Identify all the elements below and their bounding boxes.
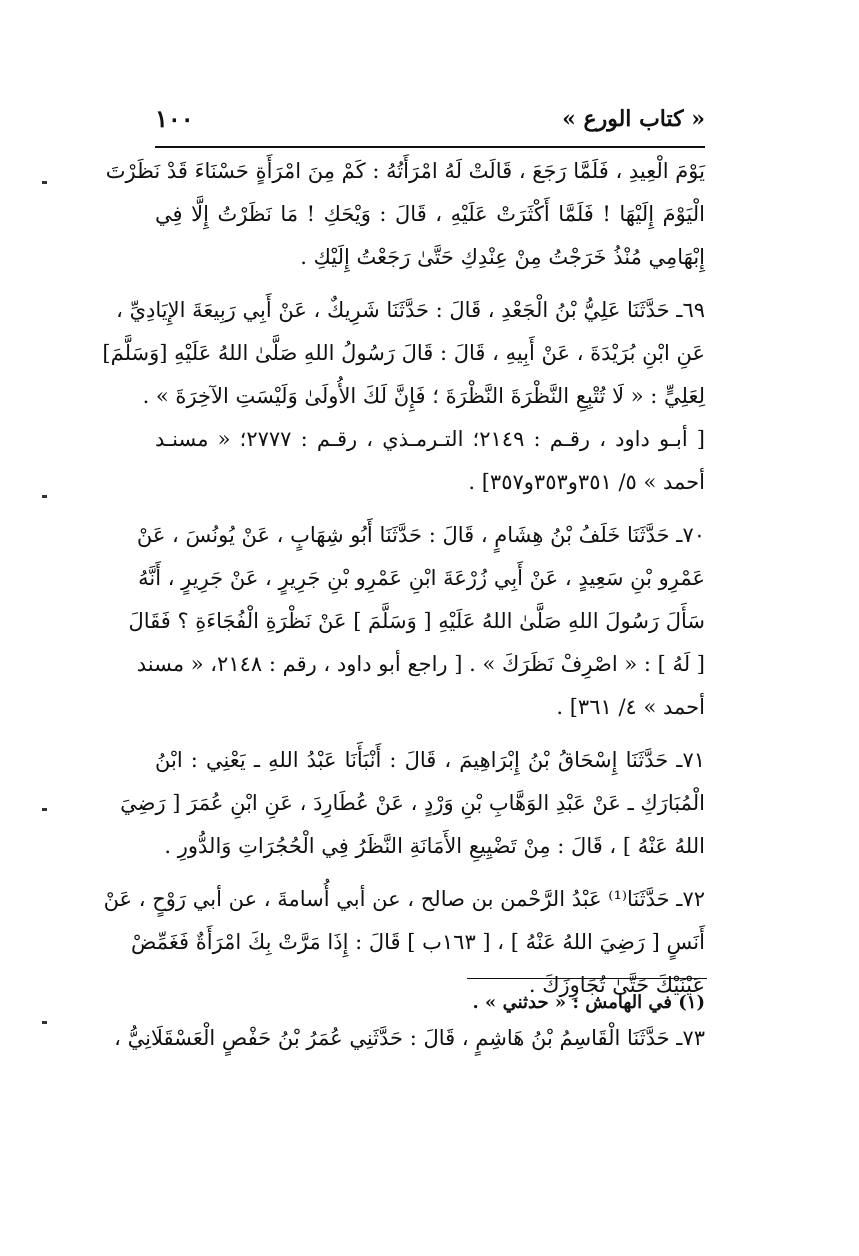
text-line: لِعَلِيٍّ : « لَا تُتْبِعِ النَّظْرَةَ النَّظْرَةَ ؛ فَإِنَّ لَكَ الأُولَىٰ وَلَيْسَتِ الآخِرَةَ » . bbox=[142, 384, 705, 408]
margin-mark bbox=[42, 1021, 47, 1024]
margin-mark bbox=[42, 808, 47, 811]
margin-mark bbox=[42, 181, 47, 184]
header-rule bbox=[155, 146, 705, 148]
text-line: اللهُ عَنْهُ ] ، قَالَ : مِنْ تَضْيِيعِ الأَمَانَةِ النَّظَرُ فِي الْحُجُرَاتِ وَالدُّورِ . bbox=[164, 834, 705, 858]
page-number: ١٠٠ bbox=[155, 104, 194, 133]
text-line: الْمُبَارَكِ ـ عَنْ عَبْدِ الوَهَّابِ بْنِ وَرْدٍ ، عَنْ عُطَارِدَ ، عَنِ ابْنِ عُمَرَ [ رَضِيَ bbox=[120, 791, 705, 815]
text-line: ٦٩ـ حَدَّثَنَا عَلِيُّ بْنُ الْجَعْدِ ، قَالَ : حَدَّثَنَا شَرِيكٌ ، عَنْ أَبِي رَبِيعَةَ الإِيَادِيِّ ، bbox=[116, 298, 705, 322]
text-line: [ أبـو داود ، رقـم : ٢١٤٩؛ التـرمـذي ، رقـم : ٢٧٧٧؛ « مسنـد bbox=[155, 427, 705, 451]
text-line: عَيْنَيْكَ حَتَّىٰ تُجَاوِزَكَ . bbox=[528, 973, 705, 997]
margin-mark bbox=[42, 495, 47, 498]
text-line: أحمد » ٤/ ٣٦١] . bbox=[556, 695, 705, 719]
text-line: أَنَسٍ [ رَضِيَ اللهُ عَنْهُ ] ، [ ١٦٣ب ] قَالَ : إِذَا مَرَّتْ بِكَ امْرَأَةٌ فَغَمِّضْ bbox=[131, 930, 705, 954]
text-line: ٧٠ـ حَدَّثَنَا خَلَفُ بْنُ هِشَامٍ ، قَالَ : حَدَّثَنَا أَبُو شِهَابٍ ، عَنْ يُونُسَ ، عَنْ bbox=[136, 523, 705, 547]
text-line: أحمد » ٥/ ٣٥١و٣٥٣و٣٥٧] . bbox=[468, 470, 705, 494]
page-header bbox=[155, 100, 705, 140]
text-line: الْيَوْمَ إِلَيْهَا ! فَلَمَّا أَكْثَرَتْ عَلَيْهِ ، قَالَ : وَيْحَكِ ! مَا نَظَرْتُ إِلَّا فِي bbox=[155, 202, 705, 226]
book-title: « كتاب الورع » bbox=[562, 106, 705, 132]
text-line: يَوْمَ الْعِيدِ ، فَلَمَّا رَجَعَ ، قَالَتْ لَهُ امْرَأَتُهُ : كَمْ مِنَ امْرَأَةٍ حَسْنَاءَ قَدْ نَظَرْتَ bbox=[105, 159, 705, 183]
text-line: عَمْرِو بْنِ سَعِيدٍ ، عَنْ أَبِي زُرْعَةَ ابْنِ عَمْرِو بْنِ جَرِيرٍ ، عَنْ جَرِيرٍ ، أَنَّهُ bbox=[138, 566, 705, 590]
footnote-rule bbox=[467, 978, 707, 979]
text-line: ٧١ـ حَدَّثَنَا إِسْحَاقُ بْنُ إِبْرَاهِيمَ ، قَالَ : أَنْبَأَنَا عَبْدُ اللهِ ـ يَعْنِي : ابْنُ bbox=[155, 748, 705, 772]
text-line: ٧٣ـ حَدَّثَنَا الْقَاسِمُ بْنُ هَاشِمٍ ، قَالَ : حَدَّثَنِي عُمَرُ بْنُ حَفْصٍ الْعَسْقَلَانِيُّ ، bbox=[114, 1026, 705, 1050]
text-line: [ لَهُ ] : « اصْرِفْ نَظَرَكَ » . [ راجع أبو داود ، رقم : ٢١٤٨، « مسند bbox=[136, 652, 705, 676]
text-line: سَأَلَ رَسُولَ اللهِ صَلَّىٰ اللهُ عَلَيْهِ [ وَسَلَّمَ ] عَنْ نَظْرَةِ الْفُجَاءَةِ ؟ فَقَالَ bbox=[128, 609, 705, 633]
text-line: عَنِ ابْنِ بُرَيْدَةَ ، عَنْ أَبِيهِ ، قَالَ : قَالَ رَسُولُ اللهِ صَلَّىٰ اللهُ عَلَيْهِ [وَسَلَّمَ] bbox=[102, 341, 705, 365]
text-line: إِبْهَامِي مُنْذُ خَرَجْتُ مِنْ عِنْدِكِ حَتَّىٰ رَجَعْتُ إِلَيْكِ . bbox=[300, 245, 705, 269]
text-line: ٧٢ـ حَدَّثَنَا⁽¹⁾ عَبْدُ الرَّحْمن بن صالح ، عن أبي أُسامةَ ، عن أبي رَوْحٍ ، عَنْ bbox=[103, 887, 705, 911]
footnote: (١) في الهامش : « حدثني » . bbox=[472, 992, 705, 1013]
body-text bbox=[102, 150, 705, 1060]
